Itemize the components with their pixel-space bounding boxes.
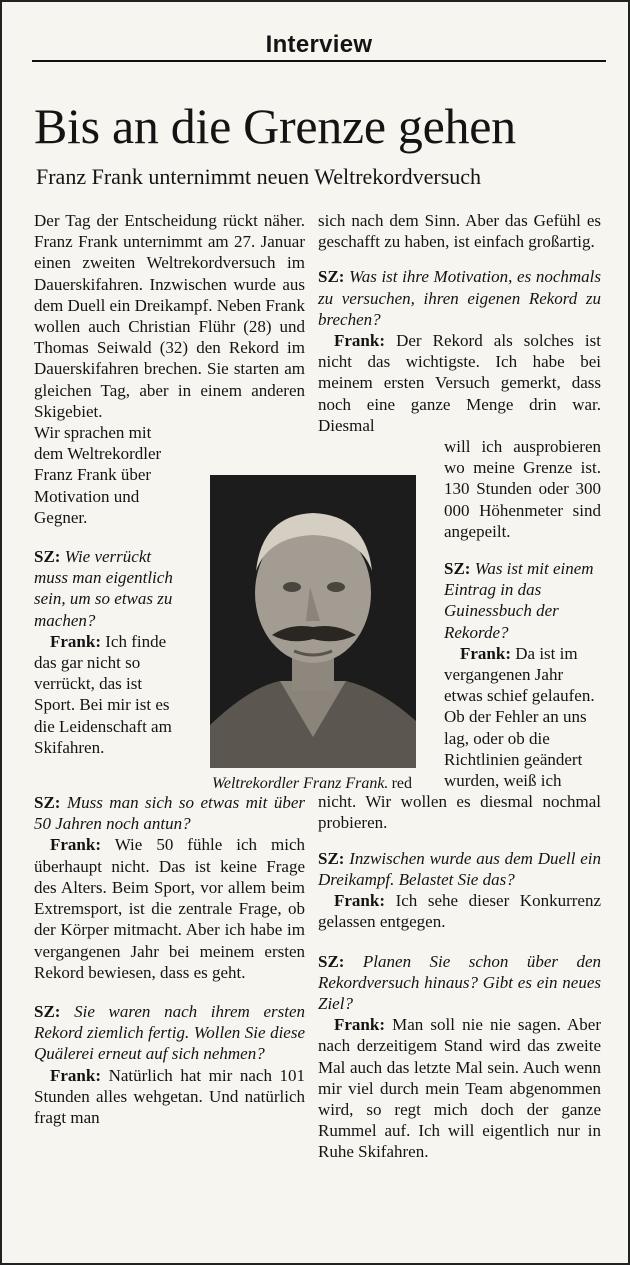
question-label: SZ: <box>34 547 61 567</box>
answer-3 <box>34 1065 305 1129</box>
answer-text: Man soll nie nie sagen. Aber nach derzeitigem Stand wird das zweite Mal auch das letzte Mal sein. Auch wenn mir viel durch mein Team abgenommen wird, so regt mich doch der ganze Rummel auf. Ich will eigentlich nur in Ruhe Skifahren. <box>318 1015 601 1162</box>
answer-text: Da ist im vergangenen Jahr etwas schief gelaufen. Ob der Fehler an uns lag, oder ob die Richtlinien geändert wurden, weiß ich <box>444 643 595 791</box>
answer-text: Der Rekord als solches ist nicht das wichtigste. Ich habe bei meinem ersten Versuch gemerkt, dass noch eine ganze Menge drin war. Diesmal <box>318 331 601 435</box>
question-label: SZ: <box>34 793 61 813</box>
rubric-label: Interview <box>265 31 373 58</box>
photo-credit: red <box>391 775 412 792</box>
answer-text: Wie 50 fühle ich mich überhaupt nicht. Das ist keine Frage des Alters. Beim Sport, vor allem beim Extremsport, ist die zentrale Frage, ob der Körper mitmacht. Aber ich habe im vergangenen Jahr bei meinem ersten Rekord bewiesen, dass es geht. <box>34 835 305 982</box>
question-text: Was ist ihre Motivation, es nochmals zu versuchen, ihren eigenen Rekord zu brechen? <box>318 267 602 329</box>
answer-label: Frank: <box>334 1015 385 1035</box>
question-label: SZ: <box>34 1001 61 1021</box>
question-text: Was ist mit einem Eintrag in das Guinessbuch der Rekorde? <box>444 559 594 642</box>
question-text: Sie waren nach ihrem ersten Rekord ziemlich fertig. Wollen Sie diese Quälerei erneut auf sich nehmen? <box>34 1001 305 1064</box>
portrait-photo <box>210 475 416 768</box>
answer-7 <box>318 1014 601 1162</box>
section-rubric <box>32 30 606 62</box>
question-text: Muss man sich so etwas mit über 50 Jahren noch antun? <box>34 793 306 834</box>
answer-label: Frank: <box>50 1065 101 1085</box>
question-2 <box>34 792 305 834</box>
question-text: Planen Sie schon über den Rekordversuch hinaus? Gibt es ein neues Ziel? <box>318 951 601 1013</box>
answer-6 <box>318 890 601 932</box>
answer-4 <box>318 330 601 436</box>
intro-paragraph-wrap: Wir sprachen mit dem Weltrekordler Franz Frank über Motivation und Gegner. <box>34 423 162 527</box>
answer-5-continued: nicht. Wir wollen es diesmal nochmal probieren. <box>318 792 601 833</box>
answer-text: Natürlich hat mir nach 101 Stunden alles wehgetan. Und natürlich fragt man <box>34 1065 306 1127</box>
question-label: SZ: <box>318 848 345 868</box>
answer-3-continued: sich nach dem Sinn. Aber das Gefühl es geschafft zu haben, ist einfach großartig. <box>318 211 601 252</box>
question-label: SZ: <box>318 267 345 287</box>
question-6 <box>318 848 601 890</box>
subheadline: Franz Frank unternimmt neuen Weltrekordversuch <box>36 164 482 189</box>
answer-label: Frank: <box>334 331 385 351</box>
answer-label: Frank: <box>50 835 101 855</box>
headline: Bis an die Grenze gehen <box>34 98 516 154</box>
answer-1 <box>34 631 182 758</box>
answer-5 <box>444 643 601 791</box>
portrait-photo-image <box>210 475 416 768</box>
answer-4-wrap: will ich ausprobieren wo meine Grenze ist. 130 Stunden oder 300 000 Höhenmeter sind angepeilt. <box>444 437 601 541</box>
question-7 <box>318 951 601 1015</box>
question-3 <box>34 1001 305 1065</box>
answer-text: Ich finde das gar nicht so verrückt, das ist Sport. Bei mir ist es die Leidenschaft am Skifahren. <box>34 631 172 757</box>
intro-paragraph: Der Tag der Entscheidung rückt näher. Franz Frank unternimmt am 27. Januar einen zweiten Weltrekordversuch im Dauerskifahren. Inzwischen wurde aus dem Duell ein Dreikampf. Neben Frank wollen auch Christian Flühr (28) und Thomas Seiwald (32) den Rekord im Dauerskifahren brechen. Sie starten am gleichen Tag, aber in einem anderen Skigebiet. <box>34 211 305 421</box>
answer-2 <box>34 834 305 982</box>
question-text: Wie verrückt muss man eigentlich sein, um so etwas zu machen? <box>34 547 173 630</box>
question-5 <box>444 558 601 643</box>
answer-label: Frank: <box>334 891 385 911</box>
question-label: SZ: <box>444 559 471 579</box>
question-4 <box>318 266 601 330</box>
answer-label: Frank: <box>460 643 511 663</box>
photo-caption: Weltrekordler Franz Frank. <box>212 775 389 792</box>
question-label: SZ: <box>318 951 345 971</box>
question-1 <box>34 546 182 631</box>
answer-label: Frank: <box>50 631 101 651</box>
question-text: Inzwischen wurde aus dem Duell ein Dreikampf. Belastet Sie das? <box>318 848 602 889</box>
answer-text: Ich sehe dieser Konkurrenz gelassen entgegen. <box>318 891 601 932</box>
